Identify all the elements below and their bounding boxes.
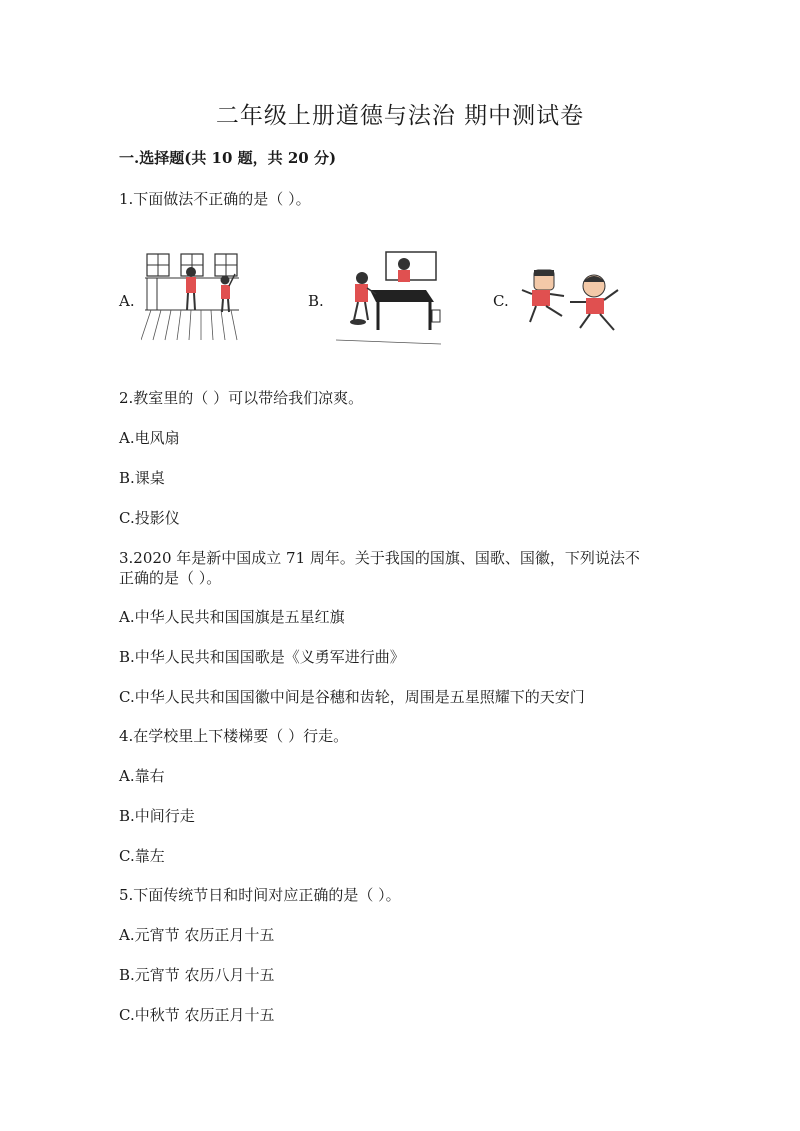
question-1-option-b[interactable] [308,250,443,345]
question-1-option-c[interactable] [493,250,633,345]
question-5-option-c[interactable]: C.中秋节 农历正月十五 [119,1006,275,1024]
question-3-option-b[interactable]: B.中华人民共和国国歌是《义勇军进行曲》 [119,648,405,666]
question-1-option-a[interactable] [119,250,249,345]
question-2-option-c[interactable]: C.投影仪 [119,509,180,527]
page-title: 二年级上册道德与法治 期中测试卷 [215,103,585,129]
option-label: C. [493,292,509,310]
question-5-stem: 5.下面传统节日和时间对应正确的是（ ）。 [119,886,401,904]
question-3-option-a[interactable]: A.中华人民共和国国旗是五星红旗 [119,608,345,626]
question-1-stem: 1.下面做法不正确的是（ ）。 [119,190,311,208]
question-2-option-a[interactable]: A.电风扇 [119,429,180,447]
option-label: B. [308,292,324,310]
question-2-option-b[interactable]: B.课桌 [119,469,165,487]
section-heading: 一.选择题(共 10 题，共 20 分) [119,149,337,167]
question-5-option-b[interactable]: B.元宵节 农历八月十五 [119,966,275,984]
question-3-option-c[interactable]: C.中华人民共和国国徽中间是谷穗和齿轮，周围是五星照耀下的天安门 [119,688,585,706]
option-label: A. [119,292,135,310]
question-4-option-b[interactable]: B.中间行走 [119,807,195,825]
question-5-option-a[interactable]: A.元宵节 农历正月十五 [119,926,275,944]
child-cleaning-desk-icon [336,250,441,345]
question-3-stem-line-2: 正确的是（ ）。 [119,569,222,587]
question-3-stem-line-1: 3.2020 年是新中国成立 71 周年。关于我国的国旗、国歌、国徽，下列说法不 [119,549,640,567]
question-4-option-a[interactable]: A.靠右 [119,767,165,785]
question-2-stem: 2.教室里的（ ）可以带给我们凉爽。 [119,389,364,407]
children-fighting-icon [518,268,628,343]
children-climbing-window-icon [141,250,241,345]
question-4-stem: 4.在学校里上下楼梯要（ ）行走。 [119,727,349,745]
question-4-option-c[interactable]: C.靠左 [119,847,165,865]
